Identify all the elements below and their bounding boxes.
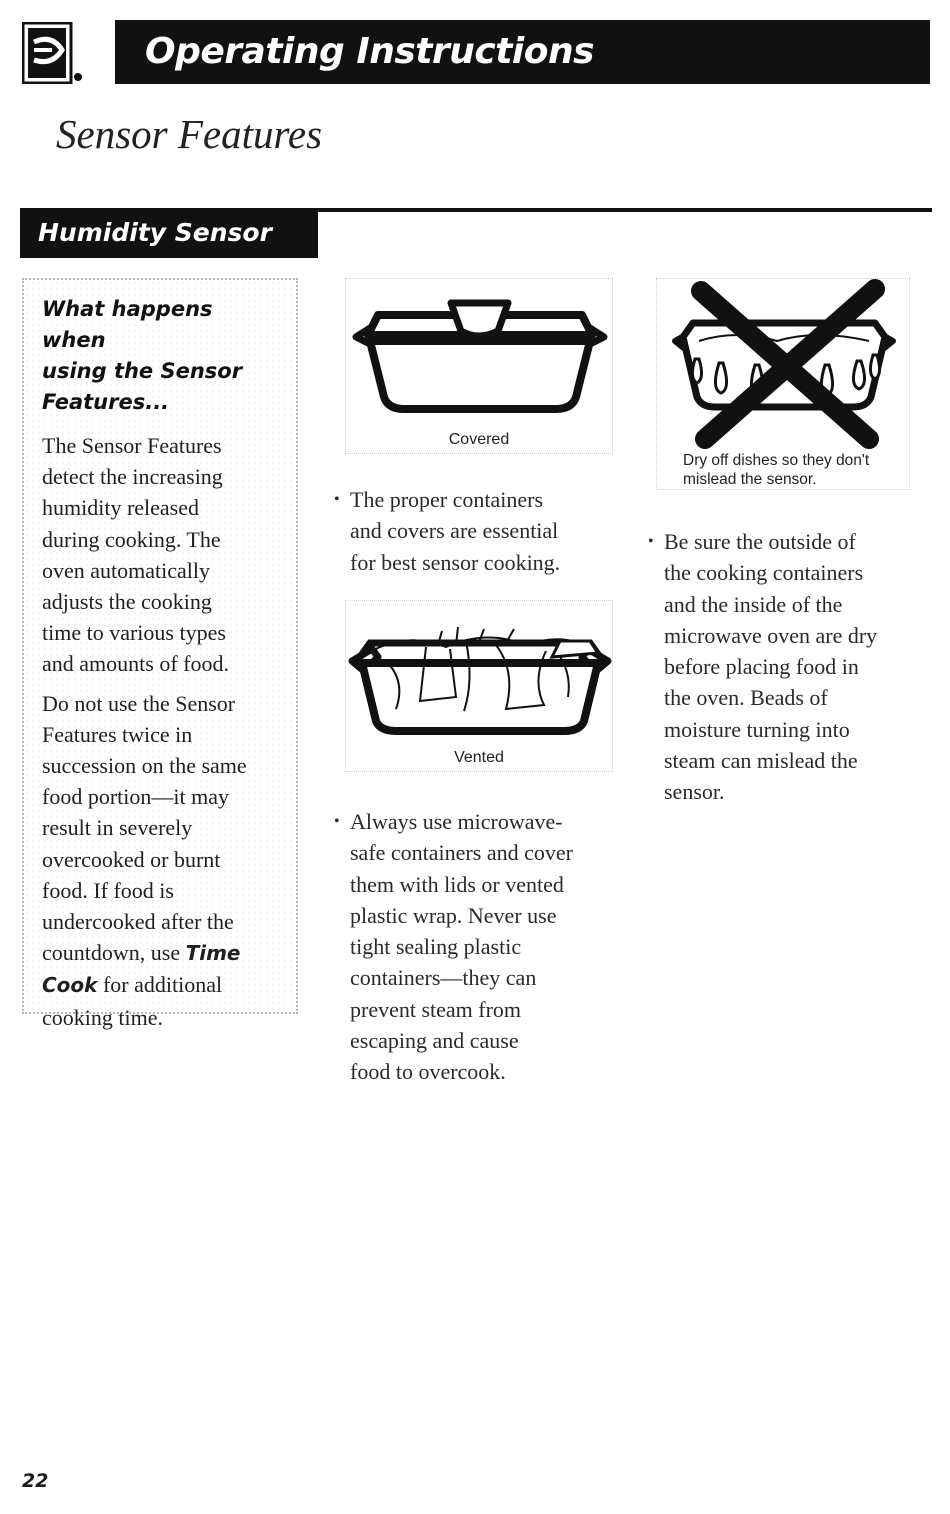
- sidebar-box: [22, 278, 298, 1030]
- vented-dish-figure: [345, 600, 613, 772]
- subsection-title: Humidity Sensor: [20, 210, 318, 258]
- bullet-paragraph-dry-containers: • Be sure the outside of the cooking containers and the inside of the microwave oven are dry before placing food in the oven. Beads of moisture turning into steam can mislead the sensor.: [664, 526, 934, 808]
- microwave-door-icon: [22, 22, 84, 84]
- time-cook-term: Time: [185, 941, 241, 966]
- dry-dishes-caption: Dry off dishes so they don't mislead the sensor.: [683, 452, 870, 488]
- bullet-icon: •: [334, 491, 340, 508]
- bullet-icon: •: [648, 533, 654, 550]
- time-cook-term-2: Cook: [42, 973, 98, 998]
- page-header-title: Operating Instructions: [115, 20, 930, 84]
- bullet-icon: •: [334, 813, 340, 830]
- sidebar-paragraph-2: Do not use the Sensor Features twice in succession on the same food portion—it may result in severely overcooked or burnt food. If food is undercooked after the countdown, use Time Cook for additional cooking time.: [42, 690, 247, 1030]
- wet-dish-figure: [656, 278, 910, 490]
- vented-dish-illustration: [346, 601, 614, 773]
- covered-caption: Covered: [448, 431, 510, 448]
- sidebar-heading: What happens when using the Sensor Features...: [42, 297, 243, 414]
- section-title: Sensor Features: [56, 111, 323, 157]
- page-number: 22: [22, 1470, 49, 1492]
- bullet-paragraph-microwave-safe: • Always use microwave- safe containers and cover them with lids or vented plastic wrap. Never use tight sealing plastic containers—they can prevent steam from escaping and cause food to overcook.: [350, 806, 620, 1088]
- bullet-paragraph-containers: • The proper containers and covers are essential for best sensor cooking.: [350, 484, 620, 578]
- sidebar-paragraph-1: The Sensor Features detect the increasing humidity released during cooking. The oven automatically adjusts the cooking time to various types and amounts of food.: [42, 433, 229, 677]
- vented-caption: Vented: [454, 749, 504, 766]
- covered-dish-figure: [345, 278, 613, 454]
- covered-dish-illustration: [346, 279, 614, 455]
